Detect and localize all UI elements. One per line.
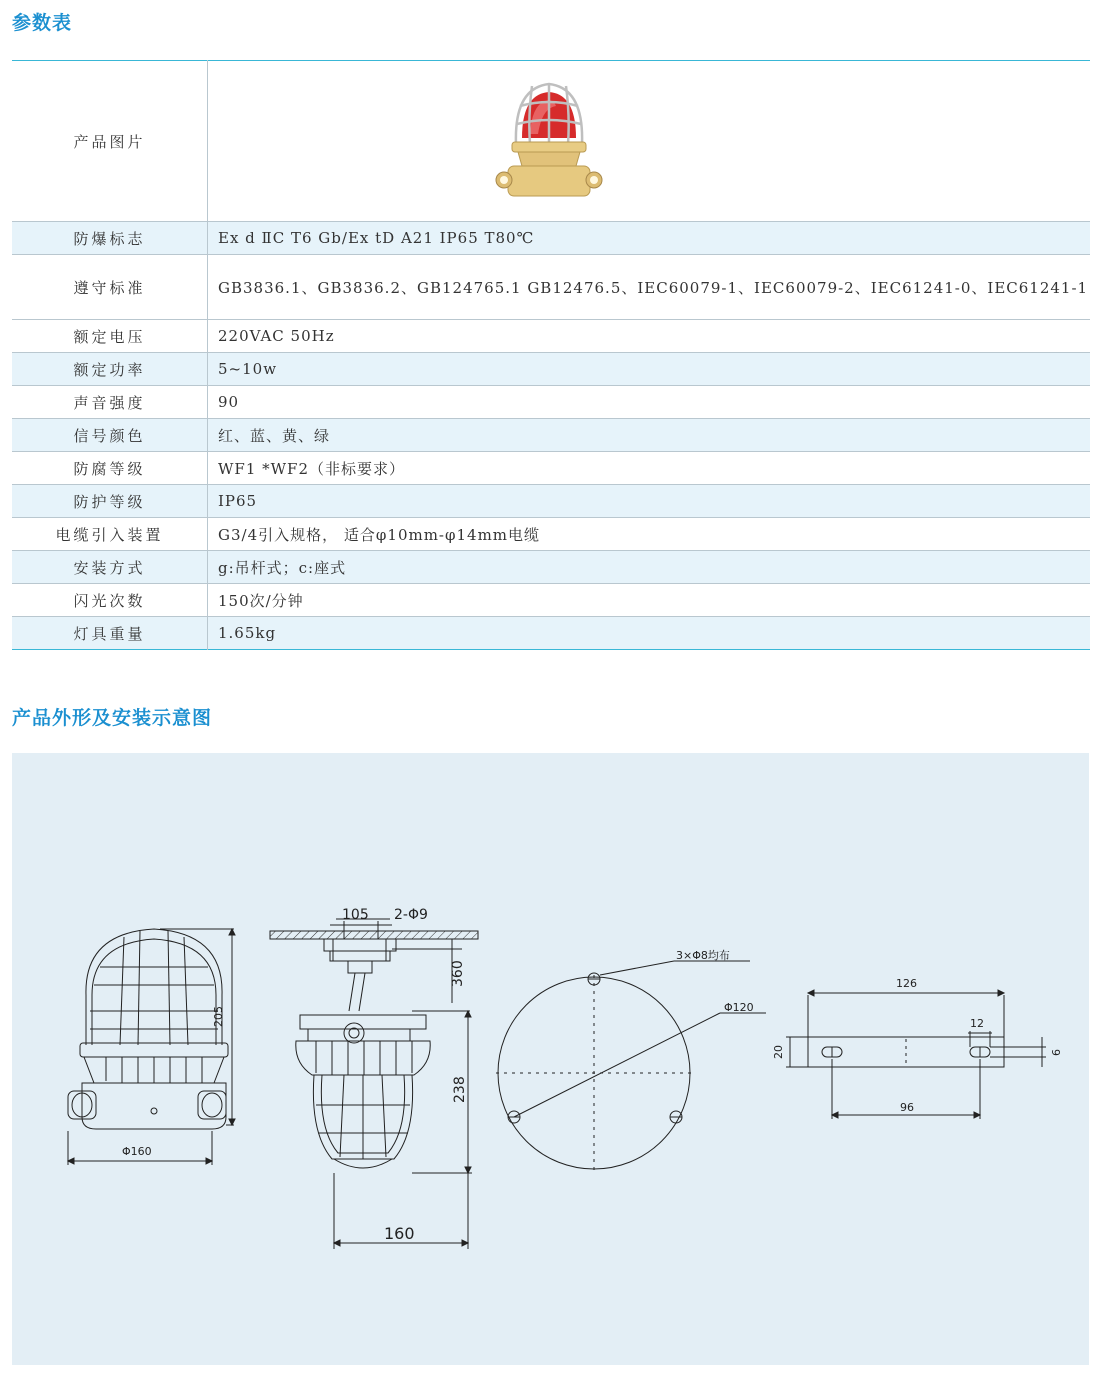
diagram-panel [12,753,1089,1365]
dim-circle-diameter: Φ120 [724,1001,754,1014]
table-label: 信号颜色 [12,419,208,452]
dim-lamp-height: 238 [452,1076,468,1103]
bolt-circle-drawing [496,961,766,1171]
table-label: 防爆标志 [12,222,208,255]
table-label: 灯具重量 [12,617,208,650]
params-section-title: 参数表 [12,12,73,34]
table-row [12,320,1090,353]
dim-front-diameter: Φ160 [122,1145,152,1158]
table-row [12,485,1090,518]
table-value: 150次/分钟 [208,584,1091,617]
table-value: GB3836.1、GB3836.2、GB124765.1 GB12476.5、IEC60079-1、IEC60079-2、IEC61241-0、IEC61241-1 [208,255,1091,320]
dim-bracket-slot: 12 [970,1017,984,1030]
table-value: 1.65kg [208,617,1091,650]
dim-mount-holes: 2-Φ9 [394,907,428,923]
table-label: 遵守标准 [12,255,208,320]
bracket-plate-drawing [786,990,1046,1119]
params-table [12,60,1090,650]
table-value: 220VAC 50Hz [208,320,1091,353]
table-value: IP65 [208,485,1091,518]
table-value: Ex d ⅡC T6 Gb/Ex tD A21 IP65 T80℃ [208,222,1091,255]
table-label: 电缆引入装置 [12,518,208,551]
table-value: WF1 *WF2（非标要求） [208,452,1091,485]
dim-lamp-width: 160 [384,1224,415,1243]
dim-bracket-spacing: 96 [900,1101,914,1114]
table-row [12,617,1090,650]
table-row [12,419,1090,452]
side-view-drawing [270,919,478,1249]
diagram-section-title: 产品外形及安装示意图 [12,707,213,729]
table-value: 90 [208,386,1091,419]
installation-diagram [12,753,1089,1365]
table-value: 5~10w [208,353,1091,386]
table-value: g:吊杆式；c:座式 [208,551,1091,584]
dim-mount-spacing: 105 [342,907,369,923]
table-row [12,518,1090,551]
table-row [12,353,1090,386]
dim-front-height: 205 [212,1006,225,1027]
table-label: 防腐等级 [12,452,208,485]
dim-rod-length: 360 [450,960,466,987]
dim-bracket-hole: 9 [1049,1049,1062,1056]
table-row [12,386,1090,419]
table-row [12,222,1090,255]
table-row [12,551,1090,584]
dim-circle-holes: 3×Φ8均布 [676,949,730,962]
table-row [12,255,1090,320]
table-row [12,584,1090,617]
product-image-cell [208,61,1091,222]
table-label: 额定功率 [12,353,208,386]
table-label: 额定电压 [12,320,208,353]
dim-bracket-length: 126 [896,977,917,990]
product-photo [494,76,604,206]
table-value: G3/4引入规格， 适合φ10mm-φ14mm电缆 [208,518,1091,551]
dim-bracket-height: 20 [772,1045,785,1059]
table-label: 声音强度 [12,386,208,419]
table-value: 红、蓝、黄、绿 [208,419,1091,452]
table-label: 产品图片 [12,61,208,222]
table-label: 防护等级 [12,485,208,518]
table-row-image [12,61,1090,222]
table-row [12,452,1090,485]
table-label: 闪光次数 [12,584,208,617]
table-label: 安装方式 [12,551,208,584]
front-view-drawing [68,929,235,1165]
